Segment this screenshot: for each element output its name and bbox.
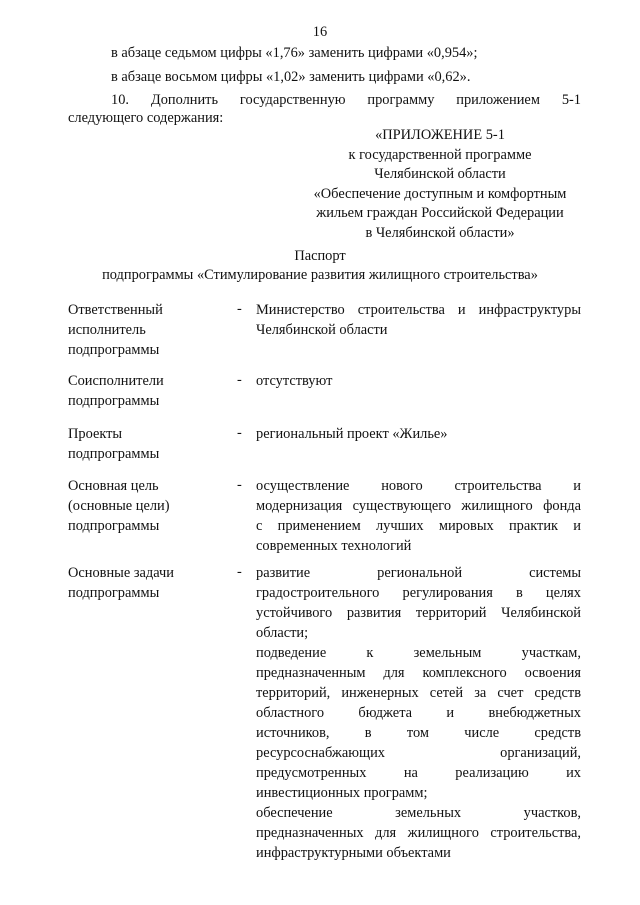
row-dash: - <box>237 477 242 493</box>
row-label-main-tasks <box>68 563 218 603</box>
value-line: областного бюджета и внебюджетных <box>256 705 581 721</box>
row-label-coexecutors <box>68 371 218 411</box>
value-line: инвестиционных программ; <box>256 785 428 801</box>
row-dash: - <box>237 425 242 441</box>
label-line: подпрограммы <box>68 342 160 358</box>
label-line: Проекты <box>68 426 123 442</box>
row-value-responsible <box>256 300 581 340</box>
amendment-item-10: 10. Дополнить государственную программу приложением 5-1 <box>111 92 581 108</box>
row-label-responsible <box>68 300 218 360</box>
value-line: развитие региональной системы <box>256 565 581 581</box>
label-line: (основные цели) <box>68 498 170 514</box>
value-line: предназначенным для комплексного освоения <box>256 665 581 681</box>
value-line: источников, в том числе средств <box>256 725 581 741</box>
label-line: подпрограммы <box>68 585 160 601</box>
value-line: градостроительного регулирования в целях <box>256 585 581 601</box>
row-label-projects <box>68 424 218 464</box>
label-line: Основная цель <box>68 478 159 494</box>
page-number: 16 <box>312 24 328 40</box>
label-line: Основные задачи <box>68 565 174 581</box>
row-label-main-goal <box>68 476 218 536</box>
label-line: подпрограммы <box>68 446 160 462</box>
value-line: модернизация существующего жилищного фонда <box>256 498 581 514</box>
value-line: Министерство строительства и инфраструктуры <box>256 302 581 318</box>
value-line: обеспечение земельных участков, <box>256 805 581 821</box>
appendix-line: «ПРИЛОЖЕНИЕ 5-1 <box>375 127 505 143</box>
value-line: современных технологий <box>256 538 412 554</box>
passport-subtitle: подпрограммы «Стимулирование развития жилищного строительства» <box>102 267 538 283</box>
value-line: предусмотренных на реализацию их <box>256 765 581 781</box>
label-line: Соисполнители <box>68 373 164 389</box>
value-line: региональный проект «Жилье» <box>256 426 448 442</box>
value-line: Челябинской области <box>256 322 388 338</box>
appendix-line: «Обеспечение доступным и комфортным <box>313 185 567 202</box>
amendment-item-10-continuation: следующего содержания: <box>68 110 224 126</box>
appendix-line: в Челябинской области» <box>365 224 515 241</box>
row-dash: - <box>237 372 242 388</box>
value-line: устойчивого развития территорий Челябинской <box>256 605 581 621</box>
row-value-coexecutors <box>256 371 581 391</box>
amendment-line-2: в абзаце восьмом цифры «1,02» заменить цифрами «0,62». <box>111 69 471 85</box>
value-line: подведение к земельным участкам, <box>256 645 581 661</box>
label-line: Ответственный <box>68 302 163 318</box>
value-line: территорий, инженерных сетей за счет средств <box>256 685 581 701</box>
appendix-line: к государственной программе <box>348 146 532 163</box>
value-line: ресурсоснабжающих организаций, <box>256 745 581 761</box>
amendment-line-1: в абзаце седьмом цифры «1,76» заменить цифрами «0,954»; <box>111 45 478 61</box>
passport-heading <box>0 247 640 285</box>
value-line: области; <box>256 625 309 641</box>
appendix-line: жильем граждан Российской Федерации <box>316 205 564 221</box>
row-dash: - <box>237 301 242 317</box>
value-line: предназначенных для жилищного строительства, <box>256 825 581 841</box>
row-value-main-tasks <box>256 563 581 863</box>
passport-title: Паспорт <box>294 248 346 264</box>
row-value-projects <box>256 424 581 444</box>
value-line: с применением лучших мировых практик и <box>256 518 581 534</box>
appendix-line: Челябинской области <box>374 166 506 182</box>
label-line: подпрограммы <box>68 518 160 534</box>
appendix-header <box>300 126 580 243</box>
row-value-main-goal <box>256 476 581 556</box>
value-line: отсутствуют <box>256 373 333 389</box>
label-line: исполнитель <box>68 322 146 338</box>
label-line: подпрограммы <box>68 393 160 409</box>
value-line: инфраструктурными объектами <box>256 845 451 861</box>
value-line: осуществление нового строительства и <box>256 478 581 494</box>
row-dash: - <box>237 564 242 580</box>
